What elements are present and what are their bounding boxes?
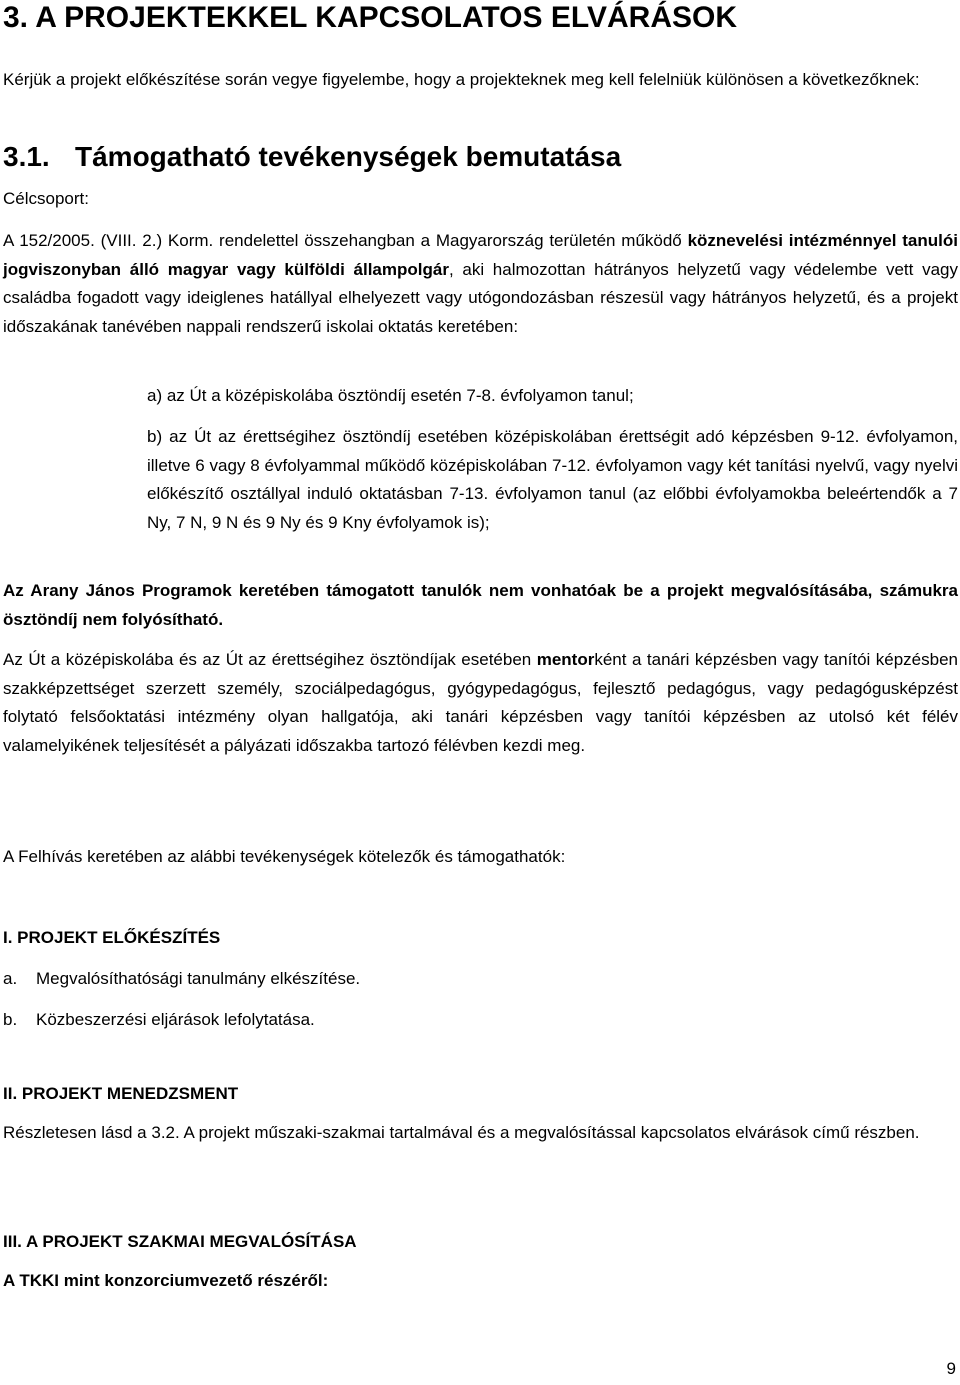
mentor-paragraph <box>3 646 958 760</box>
list-item-a: a) az Út a középiskolába ösztöndíj esetén 7-8. évfolyamon tanul; <box>147 386 634 405</box>
arany-janos-note: Az Arany János Programok keretében támogatott tanulók nem vonhatóak be a projekt megvalósításába, számukra ösztöndíj nem folyósítható. <box>3 581 958 629</box>
target-text-bold: köznevelési intézménnyel tanulói jogviszonyban álló magyar vagy külföldi állampolgár <box>3 231 958 279</box>
part1-item-b <box>3 1008 315 1032</box>
call-paragraph: A Felhívás keretében az alábbi tevékenységek kötelezők és támogathatók: <box>3 847 566 866</box>
mentor-text-bold: mentor <box>536 650 595 669</box>
main-heading: 3. A PROJEKTEKKEL KAPCSOLATOS ELVÁRÁSOK <box>3 1 737 34</box>
mentor-text-2: ként a tanári képzésben vagy tanítói képzésben szakképzettséget szerzett személy, szociálpedagógus, gyógypedagógus, fejlesztő pedagógus, vagy pedagógusképzést folytató felsőoktatási intézmény olyan hallgatója, aki tanári képzésben vagy tanítói képzésben az utolsó két félév valamelyikének teljesítését a pályázati időszakba tartozó félévben kezdi meg. <box>3 650 959 755</box>
mentor-text-1: Az Út a középiskolába és az Út az érettségihez ösztöndíjak esetében <box>3 650 537 669</box>
part3-subtitle: A TKKI mint konzorciumvezető részéről: <box>3 1271 329 1290</box>
target-group-label: Célcsoport: <box>3 189 89 208</box>
part1-item-a <box>3 967 360 991</box>
part1-item-a-marker: a. <box>3 969 18 988</box>
part1-item-b-text: Közbeszerzési eljárások lefolytatása. <box>36 1010 315 1029</box>
part1-item-b-marker: b. <box>3 1010 18 1029</box>
target-text-1: A 152/2005. (VIII. 2.) Korm. rendelettel összehangban a Magyarország területén működő <box>3 231 688 250</box>
target-group-paragraph <box>3 227 958 341</box>
page-number: 9 <box>946 1359 956 1378</box>
section-title: Támogatható tevékenységek bemutatása <box>75 141 622 172</box>
section-number: 3.1. <box>3 141 50 172</box>
part1-item-a-text: Megvalósíthatósági tanulmány elkészítése. <box>36 969 361 988</box>
list-item-b: b) az Út az érettségihez ösztöndíj esetében középiskolában érettségit adó képzésben 9-12. évfolyamon, illetve 6 vagy 8 évfolyammal működő középiskolában 7-12. évfolyamon vagy két tanítási nyelvű, vagy nyelvi előkészítő osztállyal induló oktatásban 7-13. évfolyamon tanul (az előbbi évfolyamokba beleértendők a 7 Ny, 7 N, 9 N és 9 Ny és 9 Kny évfolyamok is); <box>147 427 958 532</box>
part2-text: Részletesen lásd a 3.2. A projekt műszaki-szakmai tartalmával és a megvalósítással kapcsolatos elvárások című részben. <box>3 1123 920 1142</box>
target-text-2: , aki halmozottan hátrányos helyzetű vagy védelembe vett vagy családba fogadott vagy ideiglenes hatállyal elhelyezett vagy utógondozásban részesül vagy hátrányos helyzetű, és a projekt időszakának tanévében nappali rendszerű iskolai oktatás keretében: <box>3 259 958 336</box>
part1-title: I. PROJEKT ELŐKÉSZÍTÉS <box>3 928 221 947</box>
part3-title: III. A PROJEKT SZAKMAI MEGVALÓSÍTÁSA <box>3 1232 357 1251</box>
part2-title: II. PROJEKT MENEDZSMENT <box>3 1084 239 1103</box>
intro-paragraph: Kérjük a projekt előkészítése során vegye figyelembe, hogy a projekteknek meg kell felelniük különösen a következőknek: <box>3 70 920 89</box>
section-heading <box>3 139 621 175</box>
